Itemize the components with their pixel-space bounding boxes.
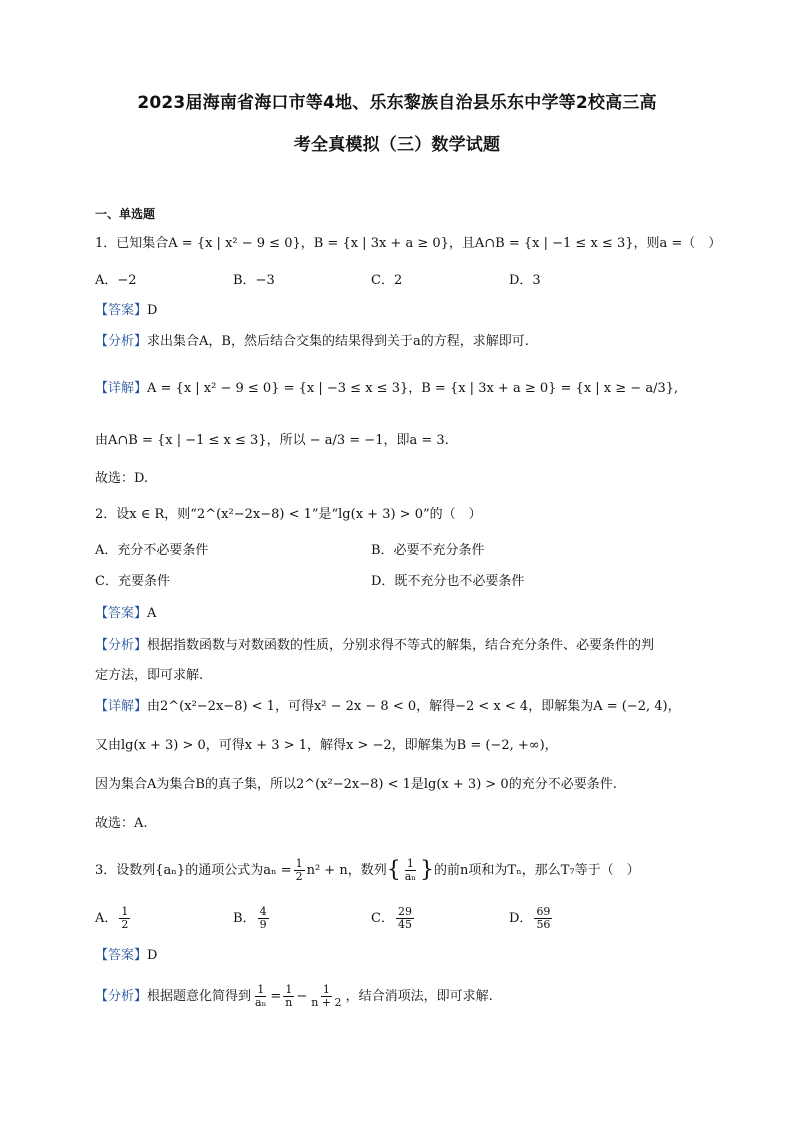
q1-analysis: [95, 333, 529, 351]
option-letter: A．: [95, 911, 118, 926]
q2-detail-line-1: [95, 698, 681, 716]
q2-option-a: A．充分不必要条件: [95, 543, 209, 558]
analysis-text-a: 根据题意化简得到: [147, 989, 252, 1004]
document-title-line-1: 2023届海南省海口市等4地、乐东黎族自治县乐东中学等2校高三高: [137, 93, 657, 113]
fraction-numerator: 1: [257, 983, 265, 996]
analysis-fraction-2: [283, 984, 294, 1009]
equals-sign: =: [270, 989, 282, 1004]
fraction-numerator: 4: [259, 905, 267, 918]
q1-detail-line-2: 由A∩B = {x | −1 ≤ x ≤ 3}，所以 − a/3 = −1，即a = 3.: [95, 433, 449, 448]
fraction-denominator: n: [285, 996, 293, 1009]
q2-analysis-line-1: [95, 637, 654, 655]
fraction-denominator: n + 2: [311, 996, 342, 1009]
option-letter: D．: [509, 911, 533, 926]
q2-detail-line-3: 因为集合A为集合B的真子集，所以2^(x²−2x−8) < 1是lg(x + 3) > 0的充分不必要条件.: [95, 777, 617, 792]
analysis-tag: 【分析】: [95, 989, 148, 1004]
q2-option-d: D．既不充分也不必要条件: [371, 574, 525, 589]
detail-text: 由2^(x²−2x−8) < 1，可得x² − 2x − 8 < 0，解得−2 < x < 4，即解集为A = (−2, 4)，: [147, 699, 681, 714]
q2-analysis-line-2: 定方法，即可求解.: [95, 668, 204, 683]
option-fraction: [119, 906, 130, 931]
fraction-numerator: 1: [295, 857, 303, 870]
fraction-denominator: aₙ: [404, 870, 417, 883]
option-fraction: [534, 906, 552, 931]
answer-value: A: [147, 606, 157, 621]
q1-conclusion: 故选：D.: [95, 471, 149, 486]
q2-option-b: B．必要不充分条件: [371, 543, 485, 558]
option-fraction: [396, 906, 414, 931]
fraction-denominator: 2: [121, 918, 129, 931]
option-fraction: [258, 906, 269, 931]
analysis-fraction-1: [253, 984, 268, 1009]
section-heading: 一、单选题: [95, 207, 156, 221]
q1-option-d: D．3: [509, 273, 541, 288]
analysis-fraction-3: [309, 984, 343, 1009]
q1-option-a: A．−2: [95, 273, 137, 288]
analysis-text: 根据指数函数与对数函数的性质，分别求得不等式的解集，结合充分条件、必要条件的判: [147, 638, 655, 653]
detail-tag: 【详解】: [95, 699, 148, 714]
q3-option-a: [95, 906, 132, 931]
q2-answer: [95, 605, 156, 623]
analysis-text-b: ，结合消项法，即可求解.: [345, 989, 493, 1004]
q1-detail-line-1: [95, 380, 678, 398]
answer-value: D: [147, 948, 158, 963]
left-brace: {: [386, 857, 401, 883]
fraction-denominator: 56: [536, 918, 551, 931]
q2-stem: 2．设x ∈ R，则“2^(x²−2x−8) < 1”是“lg(x + 3) > 0”的（ ）: [95, 507, 482, 522]
right-brace: }: [420, 857, 435, 883]
q3-analysis: [95, 984, 493, 1009]
option-letter: C．: [371, 911, 394, 926]
q2-detail-line-2: 又由lg(x + 3) > 0，可得x + 3 > 1，解得x > −2，即解集为B = (−2, +∞)，: [95, 738, 558, 753]
answer-tag: 【答案】: [95, 303, 148, 318]
q1-option-c: C．2: [371, 273, 403, 288]
fraction-numerator: 1: [121, 905, 129, 918]
analysis-text: 求出集合A，B，然后结合交集的结果得到关于a的方程，求解即可.: [147, 334, 529, 349]
q2-conclusion: 故选：A.: [95, 816, 148, 831]
fraction-denominator: aₙ: [255, 996, 267, 1009]
q2-option-c: C．充要条件: [95, 574, 170, 589]
q3-stem-part-b: n² + n，数列: [306, 863, 387, 878]
q3-stem-part-c: 的前n项和为Tₙ，那么T₇等于（ ）: [434, 863, 640, 878]
minus-sign: −: [296, 989, 308, 1004]
q3-option-b: [233, 906, 271, 931]
fraction-numerator: 69: [536, 905, 551, 918]
fraction-denominator: 45: [397, 918, 412, 931]
option-letter: B．: [233, 911, 256, 926]
fraction-denominator: 2: [295, 870, 303, 883]
answer-tag: 【答案】: [95, 606, 148, 621]
q3-stem: [95, 858, 640, 883]
q3-answer: [95, 947, 157, 965]
q1-option-b: B．−3: [233, 273, 275, 288]
q3-sequence-fraction: [403, 858, 418, 883]
analysis-tag: 【分析】: [95, 334, 148, 349]
q3-option-d: [509, 906, 554, 931]
answer-tag: 【答案】: [95, 948, 148, 963]
answer-value: D: [147, 303, 158, 318]
fraction-numerator: 29: [397, 905, 412, 918]
detail-tag: 【详解】: [95, 381, 148, 396]
q3-option-c: [371, 906, 416, 931]
q3-stem-part-a: 3．设数列{aₙ}的通项公式为aₙ =: [95, 863, 292, 878]
fraction-denominator: 9: [259, 918, 267, 931]
document-title-line-2: 考全真模拟（三）数学试题: [293, 135, 501, 155]
detail-text: A = {x | x² − 9 ≤ 0} = {x | −3 ≤ x ≤ 3}，B = {x | 3x + a ≥ 0} = {x | x ≥ − a/3},: [147, 381, 679, 396]
fraction-numerator: 1: [322, 983, 330, 996]
fraction-numerator: 1: [406, 857, 414, 870]
analysis-tag: 【分析】: [95, 638, 148, 653]
q1-answer: [95, 302, 157, 320]
fraction-numerator: 1: [285, 983, 293, 996]
q3-stem-fraction: [294, 858, 305, 883]
q1-stem: 1．已知集合A = {x | x² − 9 ≤ 0}，B = {x | 3x + a ≥ 0}，且A∩B = {x | −1 ≤ x ≤ 3}，则a =（ ）: [95, 236, 722, 251]
